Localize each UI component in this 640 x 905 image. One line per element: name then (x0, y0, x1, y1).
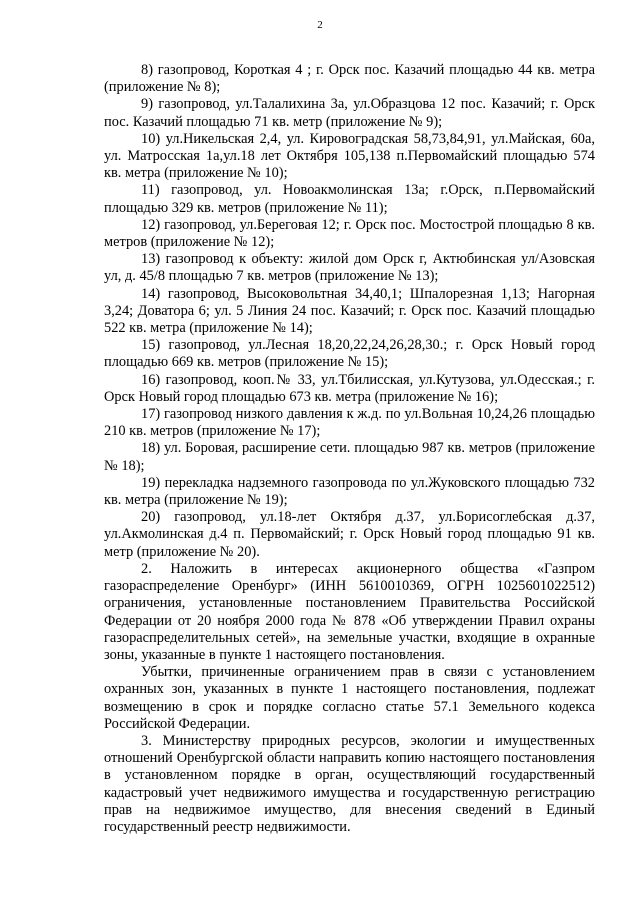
paragraph-item-10: 10) ул.Никельская 2,4, ул. Кировоградская 58,73,84,91, ул.Майская, 60а, ул. Матросская 1а,ул.18 лет Октября 105,138 п.Первомайский площадью 574 кв. метра (приложение № 10); (104, 130, 595, 182)
document-body (104, 62, 595, 836)
page-number: 2 (317, 19, 323, 31)
paragraph-item-13: 13) газопровод к объекту: жилой дом Орск г, Актюбинская ул/Азовская ул, д. 45/8 площадью 7 кв. метров (приложение № 13); (104, 251, 595, 285)
paragraph-item-8: 8) газопровод, Короткая 4 ; г. Орск пос. Казачий площадью 44 кв. метра (приложение № 8); (104, 62, 595, 96)
paragraph-item-11: 11) газопровод, ул. Новоакмолинская 13а; г.Орск, п.Первомайский площадью 329 кв. метров (приложение № 11); (104, 182, 595, 216)
paragraph-item-19: 19) перекладка надземного газопровода по ул.Жуковского площадью 732 кв. метра (приложение № 19); (104, 474, 595, 509)
paragraph-item-18: 18) ул. Боровая, расширение сети. площадью 987 кв. метров (приложение № 18); (104, 440, 595, 474)
paragraph-item-12: 12) газопровод, ул.Береговая 12; г. Орск пос. Мостострой площадью 8 кв. метров (приложение № 12); (104, 216, 595, 251)
paragraph-item-16: 16) газопровод, кооп.№ 33, ул.Тбилисская, ул.Кутузова, ул.Одесская.; г. Орск Новый город площадью 673 кв. метра (приложение № 16); (104, 371, 595, 405)
paragraph-section-3: 3. Министерству природных ресурсов, экологии и имущественных отношений Оренбургской области направить копию настоящего постановления в установленном порядке в орган, осуществляющий государственный кадастровый учет недвижимого имущества и государственную регистрацию прав на недвижимое имущество, для внесения сведений в Единый государственный реестр недвижимости. (104, 732, 595, 835)
paragraph-damages: Убытки, причиненные ограничением прав в связи с установлением охранных зон, указанных в пункте 1 настоящего постановления, подлежат возмещению в срок и порядке согласно статье 57.1 Земельного кодекса Российской Федерации. (104, 664, 595, 732)
paragraph-item-15: 15) газопровод, ул.Лесная 18,20,22,24,26,28,30.; г. Орск Новый город площадью 669 кв. метров (приложение № 15); (104, 337, 595, 371)
paragraph-item-14: 14) газопровод, Высоковольтная 34,40,1; Шпалорезная 1,13; Нагорная 3,24; Доватора 6; ул. 5 Линия 24 пос. Казачий; г. Орск пос. Казачий площадью 522 кв. метра (приложение № 14); (104, 285, 595, 337)
paragraph-item-9: 9) газопровод, ул.Талалихина 3а, ул.Образцова 12 пос. Казачий; г. Орск пос. Казачий площадью 71 кв. метр (приложение № 9); (104, 96, 595, 130)
paragraph-section-2: 2. Наложить в интересах акционерного общества «Газпром газораспределение Оренбург» (ИНН 5610010369, ОГРН 1025601022512) ограничения, установленные постановлением Правительства Российской Федерации от 20 ноября 2000 года № 878 «Об утверждении Правил охраны газораспределительных сетей», на земельные участки, входящие в охранные зоны, указанные в пункте 1 настоящего постановления. (104, 560, 595, 663)
paragraph-item-20: 20) газопровод, ул.18-лет Октября д.37, ул.Борисоглебская д.37, ул.Акмолинская д.4 п. Первомайский; г. Орск Новый город площадью 91 кв. метр (приложение № 20). (104, 509, 595, 560)
paragraph-item-17: 17) газопровод низкого давления к ж.д. по ул.Вольная 10,24,26 площадью 210 кв. метров (приложение № 17); (104, 406, 595, 440)
